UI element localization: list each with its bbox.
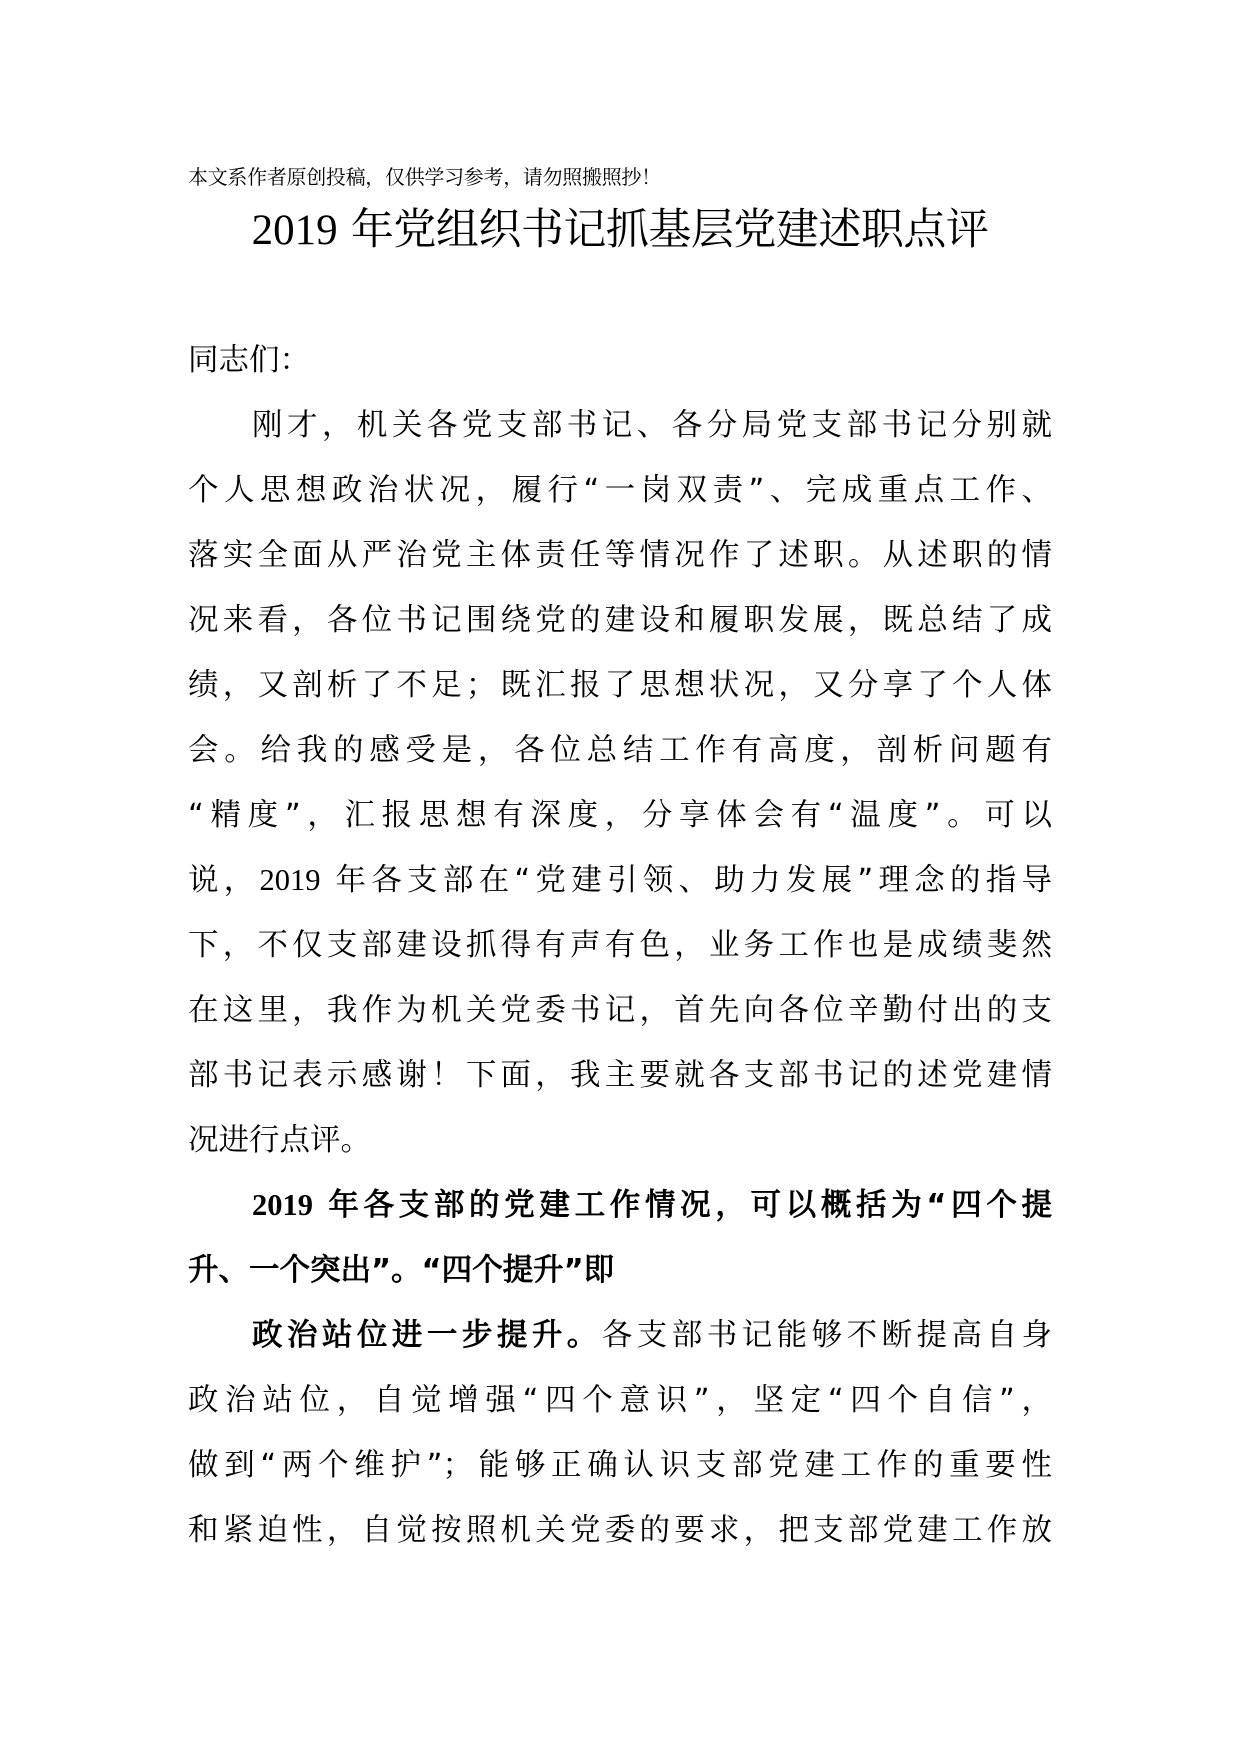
- paragraph-line: 绩，又剖析了不足；既汇报了思想状况，又分享了个人体: [188, 668, 1052, 703]
- document-body: [188, 328, 1052, 1563]
- title-year: 2019: [251, 207, 338, 254]
- paragraph-line: “精度”，汇报思想有深度，分享体会有“温度”。可以: [188, 798, 1052, 833]
- document-title: [0, 200, 1240, 261]
- year-number: 2019: [259, 863, 321, 897]
- paragraph-line: [188, 1173, 1052, 1238]
- paragraph-line: 下，不仅支部建设抓得有声有色，业务工作也是成绩斐然: [188, 928, 1052, 963]
- paragraph-line: 个人思想政治状况，履行“一岗双责”、完成重点工作、: [188, 473, 1052, 508]
- paragraph-intro: [188, 393, 1052, 1173]
- salutation: 同志们：: [188, 343, 310, 378]
- paragraph-line: 况进行点评。: [188, 1123, 371, 1158]
- line-suffix: 年各支部在“党建引领、助力发展”理念的指导: [335, 863, 1052, 898]
- paragraph-line: 升、一个突出”。“四个提升”即: [188, 1253, 615, 1288]
- paragraph-political-stance: [188, 1303, 1052, 1563]
- title-text: 年党组织书记抓基层党建述职点评: [350, 205, 989, 255]
- paragraph-line: 刚才，机关各党支部书记、各分局党支部书记分别就: [252, 408, 1052, 443]
- paragraph-line: 政治站位，自觉增强“四个意识”，坚定“四个自信”，: [188, 1383, 1052, 1418]
- paragraph-line: 况来看，各位书记围绕党的建设和履职发展，既总结了成: [188, 603, 1052, 638]
- line-text: 年各支部的党建工作情况，可以概括为“四个提: [328, 1188, 1053, 1223]
- paragraph-line: [188, 1303, 1052, 1368]
- paragraph-line: 部书记表示感谢！下面，我主要就各支部书记的述党建情: [188, 1058, 1052, 1093]
- section-heading: 政治站位进一步提升。: [252, 1318, 602, 1353]
- paragraph-line: 在这里，我作为机关党委书记，首先向各位辛勤付出的支: [188, 993, 1052, 1028]
- paragraph-line: [188, 848, 1052, 913]
- line-prefix: 说，: [188, 863, 260, 898]
- line-text: 各支部书记能够不断提高自身: [601, 1318, 1053, 1353]
- year-number: 2019: [252, 1188, 313, 1222]
- paragraph-line: 做到“两个维护”；能够正确认识支部党建工作的重要性: [188, 1448, 1052, 1483]
- paragraph-line: 和紧迫性，自觉按照机关党委的要求，把支部党建工作放: [188, 1513, 1052, 1548]
- paragraph-line: 落实全面从严治党主体责任等情况作了述职。从述职的情: [188, 538, 1052, 573]
- copyright-notice: 本文系作者原创投稿，仅供学习参考，请勿照搬照抄！: [188, 165, 661, 189]
- paragraph-summary: [188, 1173, 1052, 1303]
- paragraph-line: 会。给我的感受是，各位总结工作有高度，剖析问题有: [188, 733, 1052, 768]
